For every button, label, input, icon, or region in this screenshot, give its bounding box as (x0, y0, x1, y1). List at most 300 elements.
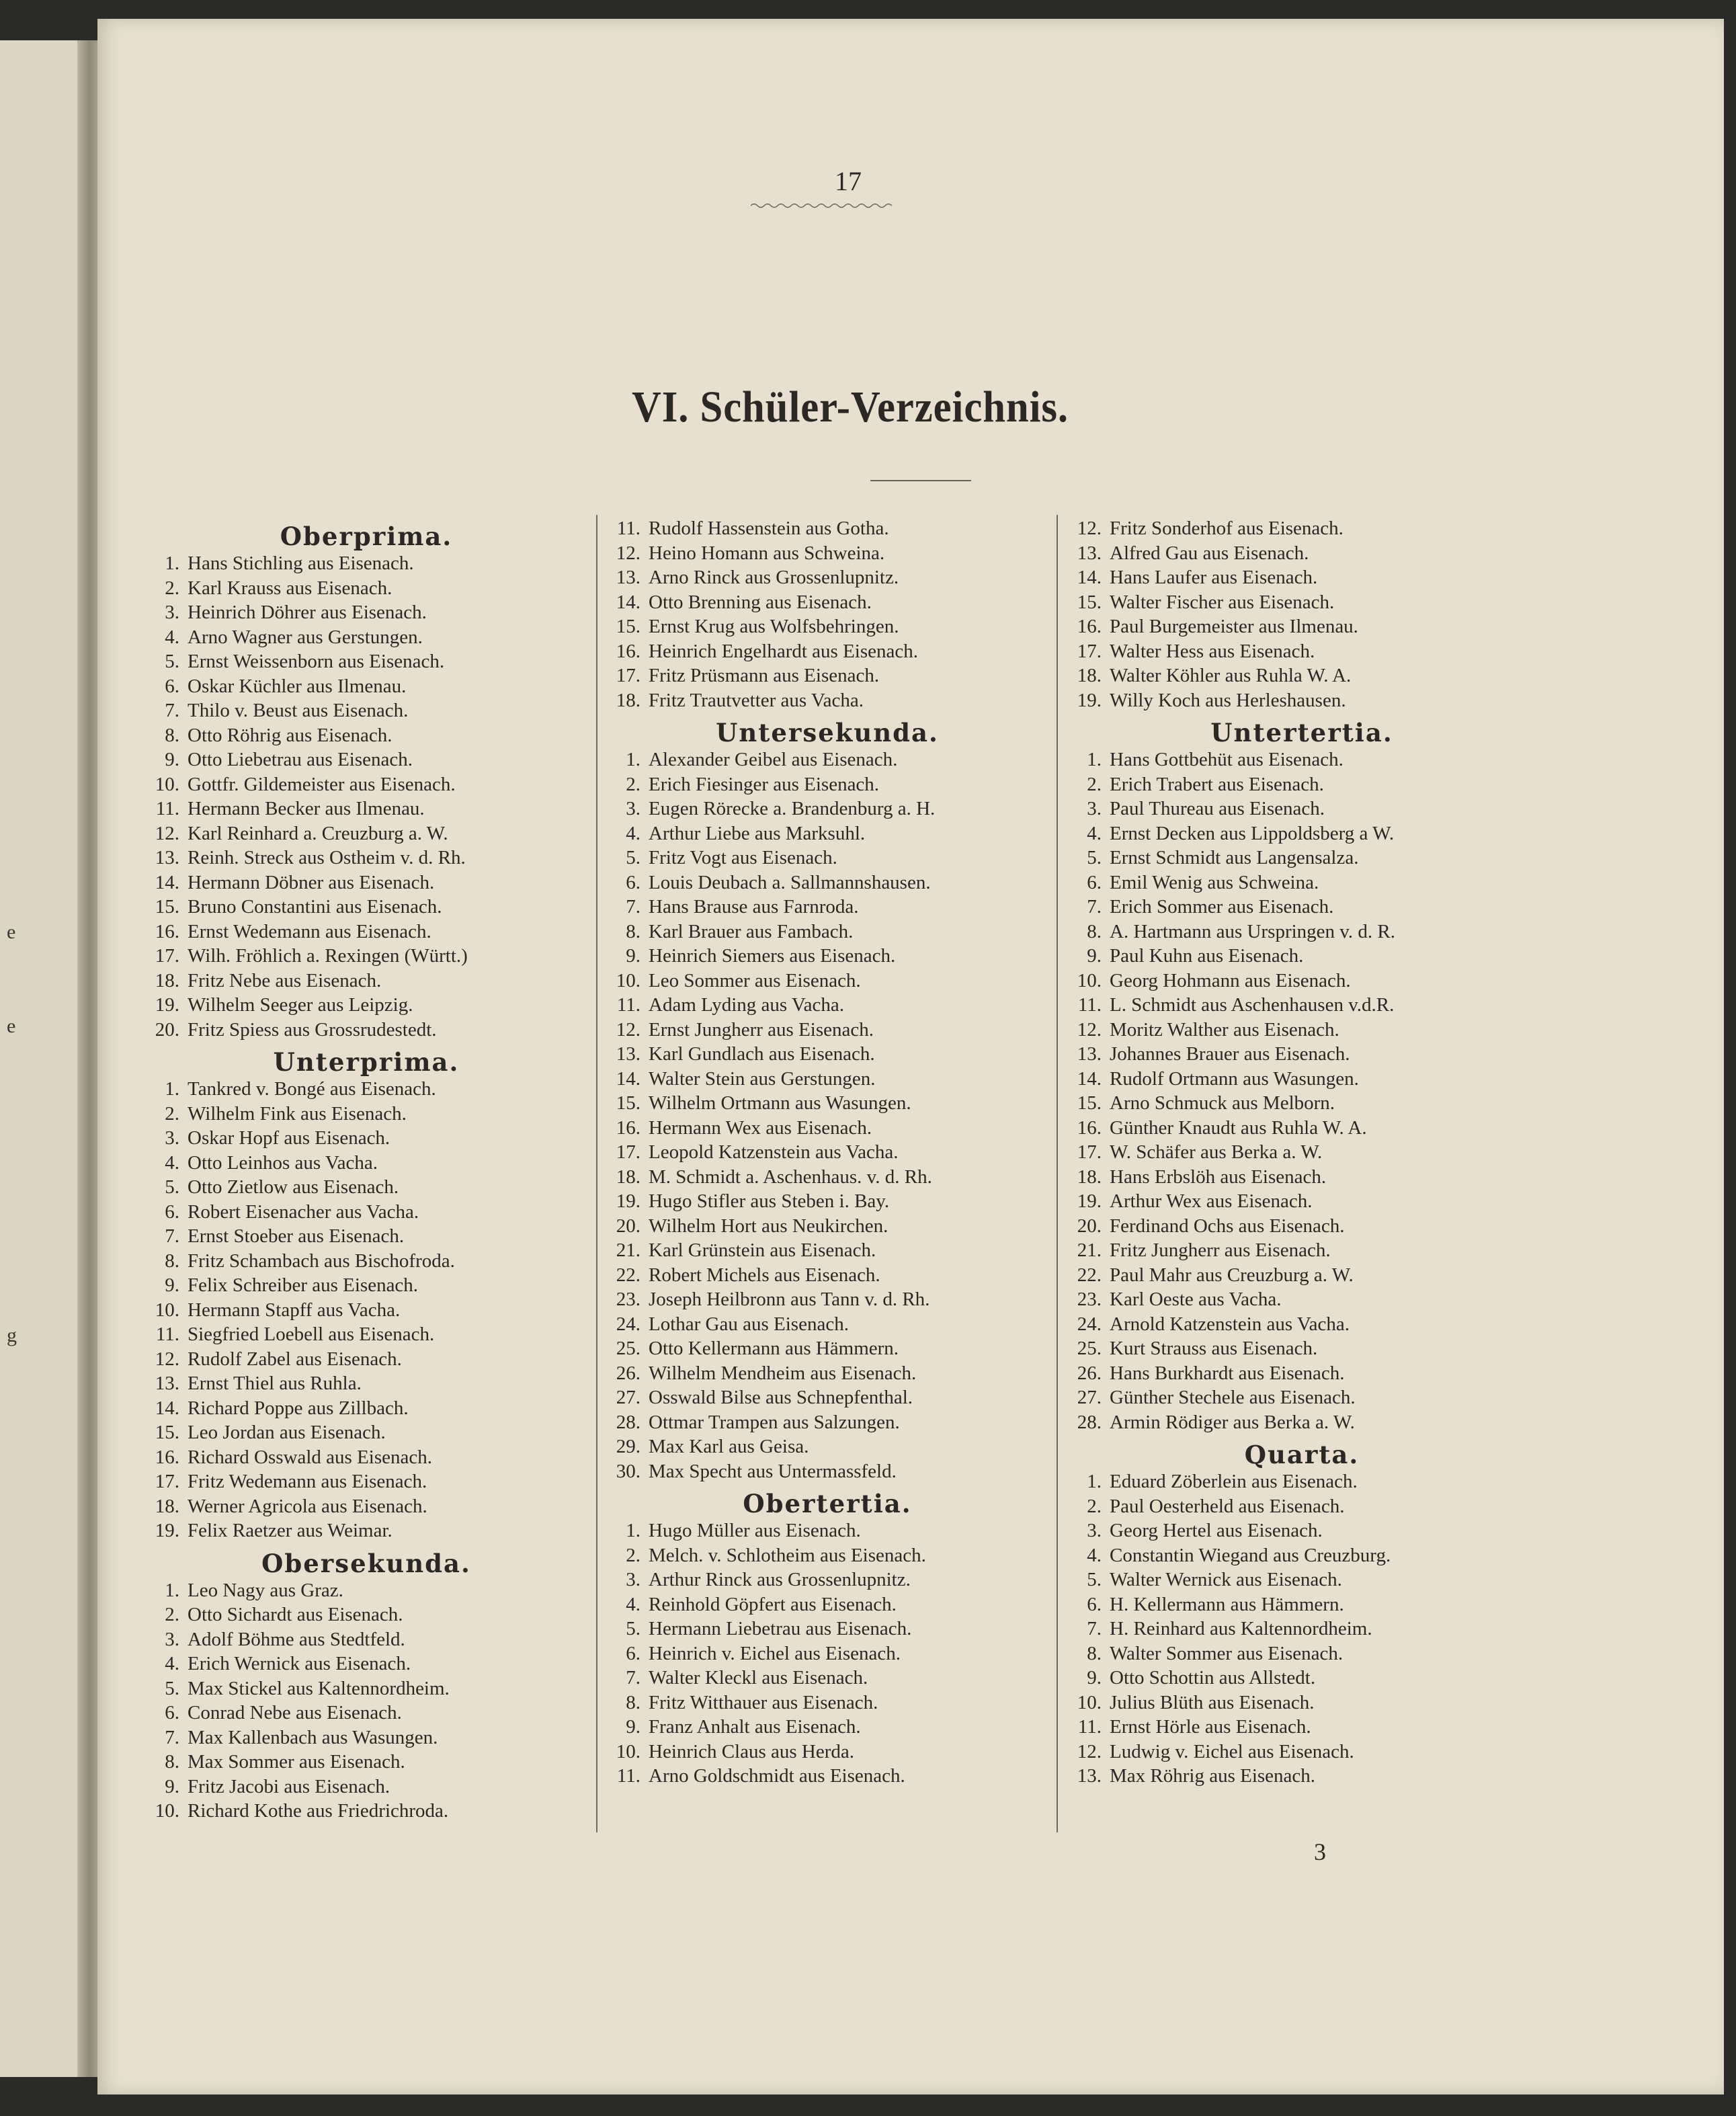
student-name: H. Reinhard aus Kaltennordheim. (1110, 1618, 1372, 1639)
student-entry (138, 1750, 595, 1775)
entry-number: 6. (165, 1702, 179, 1723)
student-name: Hermann Döbner aus Eisenach. (188, 871, 435, 893)
entry-number: 28. (1077, 1411, 1102, 1433)
entry-number: 3. (165, 602, 179, 623)
student-name: Bruno Constantini aus Eisenach. (188, 896, 442, 918)
student-entry (1060, 614, 1544, 639)
student-entry (1060, 1189, 1544, 1214)
entry-number: 3. (165, 1628, 179, 1650)
entry-number: 1. (1087, 1471, 1102, 1492)
entry-number: 11. (1077, 994, 1102, 1016)
student-entry (138, 1347, 595, 1372)
student-entry (1060, 797, 1544, 821)
student-name: Erich Fiesinger aus Eisenach. (649, 773, 880, 795)
student-entry (1060, 747, 1544, 772)
student-name: Otto Sichardt aus Eisenach. (188, 1604, 403, 1625)
student-entry (138, 797, 595, 821)
student-name: Fritz Witthauer aus Eisenach. (649, 1691, 878, 1713)
entry-number: 9. (165, 1274, 179, 1296)
student-entry (138, 747, 595, 772)
student-name: Thilo v. Beust aus Eisenach. (188, 700, 409, 721)
student-name: Arthur Wex aus Eisenach. (1110, 1190, 1313, 1212)
student-entry (138, 895, 595, 920)
student-name: Heinrich Claus aus Herda. (649, 1740, 855, 1762)
entry-number: 26. (616, 1362, 640, 1384)
student-entry (138, 1077, 595, 1102)
student-name: Karl Brauer aus Fambach. (649, 920, 854, 942)
student-entry (138, 1322, 595, 1347)
class-heading: Untersekunda. (716, 718, 939, 747)
entry-number: 16. (1077, 616, 1102, 637)
entry-number: 20. (1077, 1215, 1102, 1237)
student-name: Joseph Heilbronn aus Tann v. d. Rh. (649, 1289, 930, 1310)
student-entry (599, 1263, 1056, 1288)
student-entry (599, 1592, 1056, 1617)
student-entry (599, 1666, 1056, 1691)
student-name: Franz Anhalt aus Eisenach. (649, 1716, 861, 1738)
entry-number: 9. (1087, 945, 1102, 967)
student-entry (1060, 1140, 1544, 1165)
student-name: Heinrich Döhrer aus Eisenach. (188, 602, 427, 623)
entry-number: 17. (155, 945, 179, 967)
entry-number: 24. (616, 1313, 640, 1335)
entry-number: 4. (626, 822, 640, 844)
entry-number: 3. (1087, 798, 1102, 819)
entry-number: 18. (616, 1166, 640, 1188)
student-entry (138, 821, 595, 846)
entry-number: 1. (626, 1520, 640, 1541)
student-name: Karl Reinhard a. Creuzburg a. W. (188, 822, 448, 844)
entry-number: 13. (155, 847, 179, 868)
student-entry (599, 797, 1056, 821)
entry-number: 5. (1087, 847, 1102, 868)
entry-number: 14. (616, 1067, 640, 1090)
student-entry (1060, 1410, 1544, 1435)
entry-number: 16. (616, 1116, 640, 1139)
student-entry (1060, 1312, 1544, 1337)
entry-number: 24. (1077, 1313, 1102, 1335)
student-entry (1060, 1116, 1544, 1141)
student-name: Richard Osswald aus Eisenach. (188, 1446, 433, 1468)
student-name: Robert Michels aus Eisenach. (649, 1264, 880, 1286)
entry-number: 6. (165, 675, 179, 697)
student-entry (599, 1361, 1056, 1386)
student-name: Fritz Nebe aus Eisenach. (188, 969, 382, 991)
student-entry (1060, 1165, 1544, 1190)
entry-number: 16. (616, 640, 640, 662)
student-name: Melch. v. Schlotheim aus Eisenach. (649, 1544, 926, 1566)
student-name: Max Sommer aus Eisenach. (188, 1751, 405, 1773)
student-entry (599, 1287, 1056, 1312)
entry-number: 16. (155, 1446, 179, 1468)
student-entry (599, 639, 1056, 664)
student-name: Werner Agricola aus Eisenach. (188, 1495, 427, 1517)
student-name: A. Hartmann aus Urspringen v. d. R. (1110, 920, 1395, 942)
entry-number: 6. (626, 1642, 640, 1664)
entry-number: 6. (626, 871, 640, 893)
entry-number: 2. (165, 577, 179, 599)
entry-number: 7. (1087, 896, 1102, 918)
student-name: Richard Kothe aus Friedrichroda. (188, 1800, 449, 1822)
student-name: Arno Goldschmidt aus Eisenach. (649, 1765, 905, 1787)
student-entry (1060, 1263, 1544, 1288)
entry-number: 15. (155, 896, 179, 918)
student-entry (138, 969, 595, 993)
entry-number: 6. (1087, 871, 1102, 893)
class-heading: Oberprima. (280, 522, 453, 551)
student-entry (599, 993, 1056, 1018)
student-entry (1060, 1715, 1544, 1740)
student-name: Leopold Katzenstein aus Vacha. (649, 1141, 899, 1163)
student-entry (138, 1371, 595, 1396)
student-name: Fritz Trautvetter aus Vacha. (649, 689, 864, 711)
entry-number: 9. (165, 1775, 179, 1797)
student-entry (138, 1298, 595, 1323)
entry-number: 22. (1077, 1264, 1102, 1286)
entry-number: 4. (626, 1593, 640, 1615)
entry-number: 9. (1087, 1667, 1102, 1688)
entry-number: 9. (626, 945, 640, 967)
roster-column-2 (599, 516, 1056, 1789)
student-name: Walter Hess aus Eisenach. (1110, 640, 1315, 662)
student-name: Fritz Wedemann aus Eisenach. (188, 1471, 427, 1492)
student-name: Wilhelm Fink aus Eisenach. (188, 1102, 407, 1125)
entry-number: 13. (1077, 542, 1102, 564)
student-entry (138, 1224, 595, 1249)
student-name: Erich Trabert aus Eisenach. (1110, 773, 1324, 795)
student-name: Walter Kleckl aus Eisenach. (649, 1667, 868, 1688)
entry-number: 2. (1087, 773, 1102, 795)
entry-number: 4. (165, 1151, 179, 1174)
student-entry (1060, 639, 1544, 664)
entry-number: 10. (155, 1800, 179, 1822)
student-entry (138, 920, 595, 944)
entry-number: 17. (616, 1141, 640, 1163)
student-entry (1060, 1214, 1544, 1239)
student-entry (1060, 1238, 1544, 1263)
student-entry (138, 1175, 595, 1200)
student-name: H. Kellermann aus Hämmern. (1110, 1593, 1344, 1615)
entry-number: 17. (1077, 640, 1102, 662)
entry-number: 9. (165, 749, 179, 770)
student-name: Otto Brenning aus Eisenach. (649, 591, 872, 613)
student-name: Otto Schottin aus Allstedt. (1110, 1667, 1316, 1688)
student-entry (599, 944, 1056, 969)
entry-number: 14. (616, 591, 640, 613)
student-name: Ernst Thiel aus Ruhla. (188, 1373, 362, 1394)
student-entry (599, 1740, 1056, 1764)
student-name: Ernst Weissenborn aus Eisenach. (188, 651, 445, 672)
student-entry (1060, 1067, 1544, 1092)
student-entry (138, 1602, 595, 1627)
student-name: Wilhelm Ortmann aus Wasungen. (649, 1092, 911, 1114)
entry-number: 10. (616, 1740, 640, 1762)
entry-number: 23. (616, 1289, 640, 1310)
student-entry (138, 649, 595, 674)
student-entry (1060, 663, 1544, 688)
entry-number: 12. (155, 822, 179, 844)
entry-number: 7. (165, 700, 179, 721)
student-name: Adam Lyding aus Vacha. (649, 994, 845, 1016)
student-entry (138, 870, 595, 895)
student-entry (1060, 1361, 1544, 1386)
student-name: Heinrich Siemers aus Eisenach. (649, 945, 896, 967)
student-entry (599, 1410, 1056, 1435)
entry-number: 6. (1087, 1593, 1102, 1615)
student-entry (138, 1126, 595, 1151)
student-name: Fritz Jungherr aus Eisenach. (1110, 1239, 1331, 1261)
student-entry (599, 516, 1056, 541)
student-name: Walter Köhler aus Ruhla W. A. (1110, 665, 1352, 686)
student-name: Lothar Gau aus Eisenach. (649, 1313, 849, 1335)
student-name: Eugen Röreckе a. Brandenburg a. H. (649, 798, 936, 819)
student-entry (599, 1018, 1056, 1043)
entry-number: 18. (155, 969, 179, 991)
student-entry (1060, 1543, 1544, 1568)
student-entry (138, 772, 595, 797)
entry-number: 19. (1077, 689, 1102, 711)
student-entry (599, 688, 1056, 713)
entry-number: 12. (1077, 1018, 1102, 1041)
student-name: Paul Oesterheld aus Eisenach. (1110, 1495, 1345, 1517)
student-entry (599, 1165, 1056, 1190)
entry-number: 11. (616, 1765, 640, 1787)
student-entry (1060, 1042, 1544, 1067)
student-entry (1060, 993, 1544, 1018)
student-name: Louis Deubach a. Sallmannshausen. (649, 871, 931, 893)
entry-number: 2. (626, 773, 640, 795)
student-entry (1060, 1469, 1544, 1494)
student-entry (599, 821, 1056, 846)
student-name: Otto Liebetrau aus Eisenach. (188, 749, 413, 770)
student-entry (1060, 1764, 1544, 1789)
student-entry (1060, 821, 1544, 846)
student-entry (138, 1200, 595, 1225)
student-entry (599, 1543, 1056, 1568)
student-name: L. Schmidt aus Aschenhausen v.d.R. (1110, 994, 1395, 1016)
student-entry (1060, 1740, 1544, 1764)
entry-number: 25. (1077, 1338, 1102, 1359)
student-entry (1060, 1666, 1544, 1691)
student-entry (138, 993, 595, 1018)
entry-number: 16. (155, 920, 179, 942)
entry-number: 7. (626, 896, 640, 918)
student-entry (138, 1273, 595, 1298)
entry-number: 17. (155, 1471, 179, 1492)
student-name: Ludwig v. Eichel aus Eisenach. (1110, 1740, 1354, 1762)
entry-number: 13. (155, 1373, 179, 1394)
entry-number: 18. (1077, 1166, 1102, 1188)
student-name: Fritz Vogt aus Eisenach. (649, 847, 837, 868)
entry-number: 13. (1077, 1043, 1102, 1065)
left-page-fragment: g (7, 1324, 17, 1346)
entry-number: 3. (626, 1569, 640, 1590)
student-entry (599, 1312, 1056, 1337)
entry-number: 7. (1087, 1618, 1102, 1639)
student-name: Ernst Schmidt aus Langensalza. (1110, 847, 1359, 868)
entry-number: 25. (616, 1338, 640, 1359)
student-name: Paul Burgemeister aus Ilmenau. (1110, 616, 1358, 637)
entry-number: 28. (616, 1411, 640, 1433)
entry-number: 11. (155, 798, 179, 819)
entry-number: 7. (165, 1726, 179, 1748)
student-name: Arno Schmuck aus Melborn. (1110, 1092, 1335, 1114)
student-name: Walter Stein aus Gerstungen. (649, 1067, 876, 1090)
student-entry (1060, 516, 1544, 541)
student-entry (1060, 1091, 1544, 1116)
class-heading: Obersekunda. (261, 1548, 471, 1578)
student-name: Ernst Jungherr aus Eisenach. (649, 1018, 874, 1041)
student-entry (1060, 1336, 1544, 1361)
entry-number: 27. (616, 1387, 640, 1408)
student-entry (599, 663, 1056, 688)
entry-number: 30. (616, 1460, 640, 1482)
student-name: Günther Stechele aus Eisenach. (1110, 1387, 1356, 1408)
student-entry (138, 1701, 595, 1725)
student-name: Siegfried Loebell aus Eisenach. (188, 1324, 435, 1345)
student-name: Max Karl aus Geisa. (649, 1436, 809, 1457)
roster-column-3 (1060, 516, 1544, 1789)
student-entry (138, 698, 595, 723)
wavy-ornament (751, 202, 892, 210)
student-name: Fritz Schambach aus Bischofroda. (188, 1250, 455, 1272)
student-entry (1060, 1287, 1544, 1312)
entry-number: 29. (616, 1436, 640, 1457)
student-entry (138, 1775, 595, 1799)
student-entry (1060, 1568, 1544, 1592)
entry-number: 19. (155, 994, 179, 1016)
student-name: Ernst Wedemann aus Eisenach. (188, 920, 431, 942)
student-entry (599, 1641, 1056, 1666)
student-name: Walter Fischer aus Eisenach. (1110, 591, 1335, 613)
student-entry (1060, 1494, 1544, 1519)
student-name: Hans Burkhardt aus Eisenach. (1110, 1362, 1345, 1384)
entry-number: 14. (155, 871, 179, 893)
student-name: Günther Knaudt aus Ruhla W. A. (1110, 1116, 1367, 1139)
student-name: Tankred v. Bongé aus Eisenach. (188, 1078, 436, 1100)
student-name: Julius Blüth aus Eisenach. (1110, 1691, 1315, 1713)
entry-number: 2. (165, 1102, 179, 1125)
student-entry (599, 772, 1056, 797)
left-page-fragment: e (7, 1015, 16, 1037)
student-name: Walter Sommer aus Eisenach. (1110, 1642, 1344, 1664)
entry-number: 8. (165, 724, 179, 746)
student-entry (1060, 895, 1544, 920)
entry-number: 4. (1087, 822, 1102, 844)
entry-number: 8. (165, 1751, 179, 1773)
student-entry (599, 1617, 1056, 1641)
student-name: Leo Nagy aus Graz. (188, 1579, 343, 1601)
student-name: Alexander Geibel aus Eisenach. (649, 749, 898, 770)
entry-number: 6. (165, 1201, 179, 1223)
entry-number: 21. (1077, 1239, 1102, 1261)
student-name: Hans Laufer aus Eisenach. (1110, 567, 1318, 588)
student-name: Max Kallenbach aus Wasungen. (188, 1726, 438, 1748)
student-entry (138, 1249, 595, 1274)
entry-number: 7. (626, 1667, 640, 1688)
student-name: Hermann Wex aus Eisenach. (649, 1116, 872, 1139)
student-name: Arthur Rinck aus Grossenlupnitz. (649, 1569, 911, 1590)
student-entry (599, 1116, 1056, 1141)
entry-number: 20. (155, 1018, 179, 1041)
student-entry (599, 1385, 1056, 1410)
student-name: Felix Raetzer aus Weimar. (188, 1520, 392, 1541)
entry-number: 8. (626, 920, 640, 942)
student-name: Robert Eisenacher aus Vacha. (188, 1201, 419, 1223)
student-entry (138, 576, 595, 601)
entry-number: 17. (616, 665, 640, 686)
student-name: Rudolf Hassenstein aus Gotha. (649, 518, 889, 539)
student-name: Hermann Stapff aus Vacha. (188, 1299, 401, 1321)
entry-number: 19. (616, 1190, 640, 1212)
entry-number: 2. (165, 1604, 179, 1625)
student-entry (1060, 870, 1544, 895)
student-entry (138, 1396, 595, 1421)
entry-number: 1. (626, 749, 640, 770)
student-name: Hermann Becker aus Ilmenau. (188, 798, 425, 819)
entry-number: 26. (1077, 1362, 1102, 1384)
entry-number: 2. (626, 1544, 640, 1566)
student-name: M. Schmidt a. Aschenhaus. v. d. Rh. (649, 1166, 932, 1188)
page-title: VI. Schüler-Verzeichnis. (631, 382, 1069, 432)
entry-number: 11. (616, 518, 640, 539)
entry-number: 7. (165, 1225, 179, 1247)
student-entry (138, 1469, 595, 1494)
student-entry (1060, 846, 1544, 870)
student-name: Wilhelm Seeger aus Leipzig. (188, 994, 413, 1016)
class-heading: Obertertia. (743, 1489, 912, 1518)
student-name: Wilh. Fröhlich a. Rexingen (Württ.) (188, 945, 468, 967)
entry-number: 14. (1077, 567, 1102, 588)
student-name: Georg Hohmann aus Eisenach. (1110, 969, 1351, 991)
student-name: Otto Röhrig aus Eisenach. (188, 724, 392, 746)
student-name: Kurt Strauss aus Eisenach. (1110, 1338, 1318, 1359)
student-name: Arno Wagner aus Gerstungen. (188, 626, 423, 648)
student-entry (138, 846, 595, 870)
student-entry (599, 1434, 1056, 1459)
entry-number: 23. (1077, 1289, 1102, 1310)
entry-number: 10. (1077, 969, 1102, 991)
student-entry (599, 565, 1056, 590)
student-entry (599, 1140, 1056, 1165)
student-name: Arno Rinck aus Grossenlupnitz. (649, 567, 899, 588)
student-entry (599, 1091, 1056, 1116)
left-page-fragment: e (7, 921, 16, 943)
student-name: Eduard Zöberlein aus Eisenach. (1110, 1471, 1358, 1492)
title-rule (870, 480, 971, 481)
student-entry (599, 846, 1056, 870)
student-name: Oskar Hopf aus Eisenach. (188, 1127, 390, 1149)
student-entry (1060, 1617, 1544, 1641)
entry-number: 10. (616, 969, 640, 991)
entry-number: 15. (616, 616, 640, 637)
student-name: Karl Grünstein aus Eisenach. (649, 1239, 876, 1261)
entry-number: 8. (626, 1691, 640, 1713)
student-name: Max Röhrig aus Eisenach. (1110, 1765, 1316, 1787)
entry-number: 27. (1077, 1387, 1102, 1408)
entry-number: 13. (1077, 1765, 1102, 1787)
student-name: Walter Wernick aus Eisenach. (1110, 1569, 1342, 1590)
student-entry (138, 1578, 595, 1603)
entry-number: 10. (155, 1299, 179, 1321)
student-name: Alfred Gau aus Eisenach. (1110, 542, 1309, 564)
student-name: Ferdinand Ochs aus Eisenach. (1110, 1215, 1345, 1237)
student-name: Ernst Decken aus Lippoldsberg a W. (1110, 822, 1395, 844)
entry-number: 2. (1087, 1495, 1102, 1517)
student-name: Ottmar Trampen aus Salzungen. (649, 1411, 900, 1433)
entry-number: 19. (1077, 1190, 1102, 1212)
entry-number: 12. (616, 542, 640, 564)
